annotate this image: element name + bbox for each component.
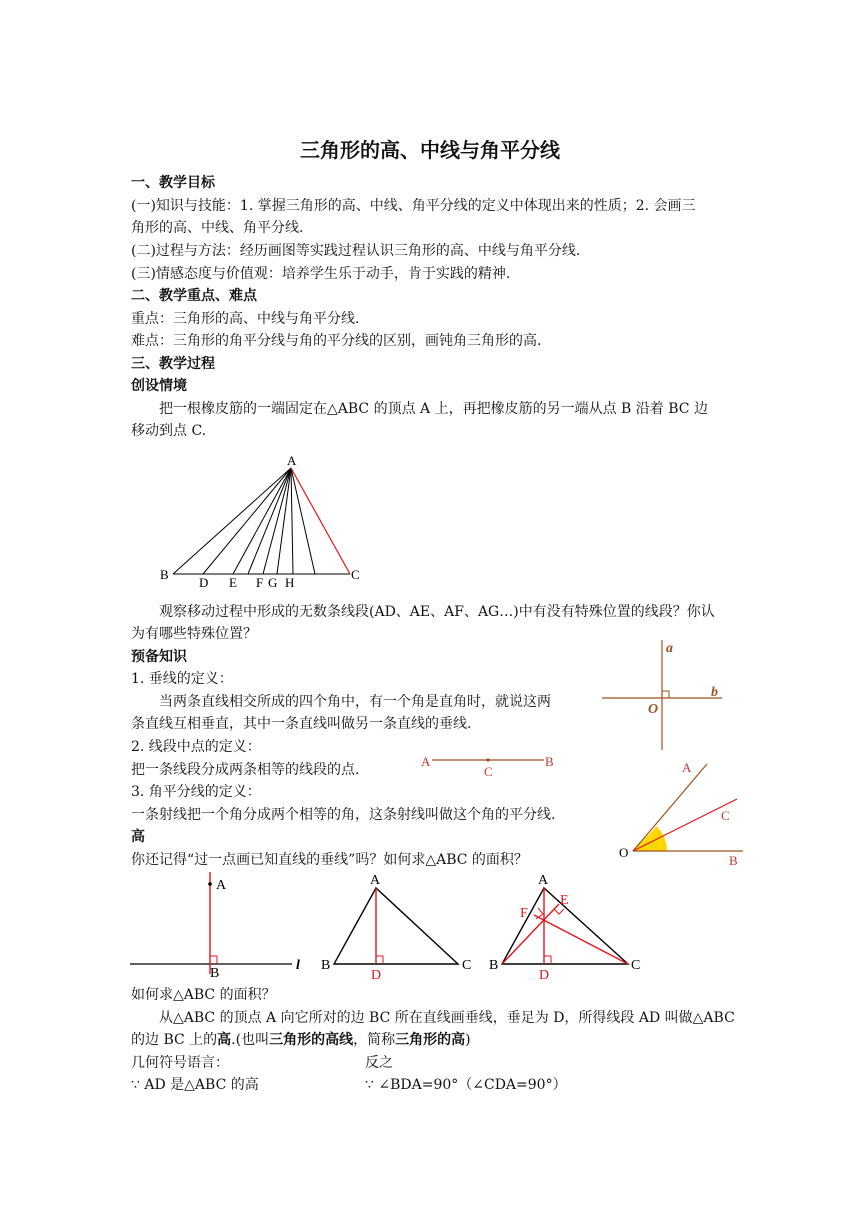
tri2-label-d: D [539, 968, 550, 983]
fan-label-h: H [285, 575, 295, 590]
triangle-altitude-figure [318, 870, 478, 985]
angle-figure [615, 756, 755, 871]
perpendicular-figure [600, 636, 730, 756]
fan-label-b: B [160, 567, 169, 582]
def-bold-altitude: 高 [217, 1032, 232, 1048]
perp2-label-a: A [216, 878, 227, 893]
prep-2: 2. 线段中点的定义： [131, 739, 261, 755]
prep-3-a: 一条射线把一个角分成两个相等的角，这条射线叫做这个角的平分线. [131, 807, 556, 823]
def-bold-altitude-line: 三角形的高线 [269, 1032, 354, 1048]
definition-line-a: 从△ABC 的顶点 A 向它所对的边 BC 所在直线画垂线，垂足为 D，所得线段 AD 叫做△ABC [159, 1010, 735, 1026]
prep-1-a: 当两条直线相交所成的四个角中，有一个角是直角时，就说这两 [159, 694, 551, 710]
perp-label-o: O [648, 702, 659, 717]
page-title: 三角形的高、中线与角平分线 [300, 138, 560, 162]
fan-label-c: C [351, 567, 360, 582]
goal-line-3: (三)情感态度与价值观：培养学生乐于动手，肯于实践的精神. [131, 266, 511, 282]
angle-label-b: B [729, 853, 738, 868]
observe-line-b: 为有哪些特殊位置？ [131, 626, 257, 642]
focus-line-2: 难点：三角形的角平分线与角的平分线的区别，画钝角三角形的高. [131, 333, 542, 349]
perpendicular-point-figure [130, 870, 310, 985]
tri2-label-a: A [538, 873, 549, 888]
perp2-label-l: l [296, 958, 300, 973]
tri1-label-c: C [462, 958, 472, 973]
tri1-label-d: D [371, 968, 382, 983]
angle-label-a: A [682, 760, 692, 775]
observe-line-a: 观察移动过程中形成的无数条线段(AD、AE、AF、AG…)中有没有特殊位置的线段？你认 [159, 604, 715, 620]
because-right: ∵ ∠BDA=90°（∠CDA=90°） [365, 1077, 567, 1093]
angle-label-o: O [619, 845, 629, 860]
goal-line-1b: 角形的高、中线、角平分线. [131, 220, 304, 236]
fan-label-a: A [287, 453, 297, 468]
tri1-label-a: A [370, 873, 381, 888]
fan-label-d: D [199, 575, 209, 590]
angle-label-c: C [721, 808, 730, 823]
tri2-label-c: C [631, 958, 641, 973]
fan-label-f: F [256, 575, 264, 590]
perp-label-a: a [666, 641, 673, 656]
segment-label-a: A [421, 754, 431, 769]
because-left: ∵ AD 是△ABC 的高 [131, 1077, 259, 1093]
subheading-scene: 创设情境 [131, 378, 187, 394]
section-heading-process: 三、教学过程 [131, 356, 215, 372]
def-text-3: ，简称 [353, 1032, 396, 1048]
question-1: 你还记得“过一点画已知直线的垂线”吗？如何求△ABC 的面积？ [131, 852, 528, 868]
focus-line-1: 重点：三角形的高、中线与角平分线. [131, 311, 360, 327]
symbol-language-label: 几何符号语言： [131, 1055, 229, 1071]
fan-label-g: G [268, 575, 278, 590]
definition-line-b [131, 1030, 471, 1050]
segment-figure [418, 752, 558, 782]
prep-1: 1. 垂线的定义： [131, 671, 233, 687]
def-text-4: ) [465, 1032, 471, 1048]
prep-1-b: 条直线互相垂直，其中一条直线叫做另一条直线的垂线. [131, 716, 472, 732]
tri1-label-b: B [321, 958, 331, 973]
question-2: 如何求△ABC 的面积？ [131, 987, 276, 1003]
segment-label-c: C [484, 764, 493, 779]
tri2-label-f: F [520, 906, 528, 921]
section-heading-focus: 二、教学重点、难点 [131, 288, 257, 304]
fan-label-e: E [229, 575, 237, 590]
fan-figure [155, 450, 375, 590]
tri2-label-b: B [489, 958, 499, 973]
goal-line-1a: (一)知识与技能：1. 掌握三角形的高、中线、角平分线的定义中体现出来的性质；2. 会画三 [131, 198, 696, 214]
goal-line-2: (二)过程与方法：经历画图等实践过程认识三角形的高、中线与角平分线. [131, 243, 581, 259]
def-text-1: 的边 BC 上的 [131, 1032, 218, 1048]
perp-label-b: b [711, 685, 718, 700]
perp2-label-b: B [210, 966, 220, 981]
segment-label-b: B [545, 754, 554, 769]
scene-line-a: 把一根橡皮筋的一端固定在△ABC 的顶点 A 上，再把橡皮筋的另一端从点 B 沿着 BC 边 [159, 401, 708, 417]
prep-3: 3. 角平分线的定义： [131, 784, 261, 800]
subheading-prep: 预备知识 [131, 649, 187, 665]
def-bold-triangle-altitude: 三角形的高 [395, 1032, 466, 1048]
def-text-2: .(也叫 [231, 1032, 270, 1048]
prep-2-a: 把一条线段分成两条相等的线段的点. [131, 762, 360, 778]
tri2-label-e: E [560, 893, 569, 908]
subheading-altitude: 高 [131, 829, 145, 845]
section-heading-goals: 一、教学目标 [131, 175, 215, 191]
conversely-label: 反之 [365, 1055, 393, 1071]
scene-line-b: 移动到点 C. [131, 423, 207, 439]
triangle-three-altitudes-figure [486, 870, 646, 985]
